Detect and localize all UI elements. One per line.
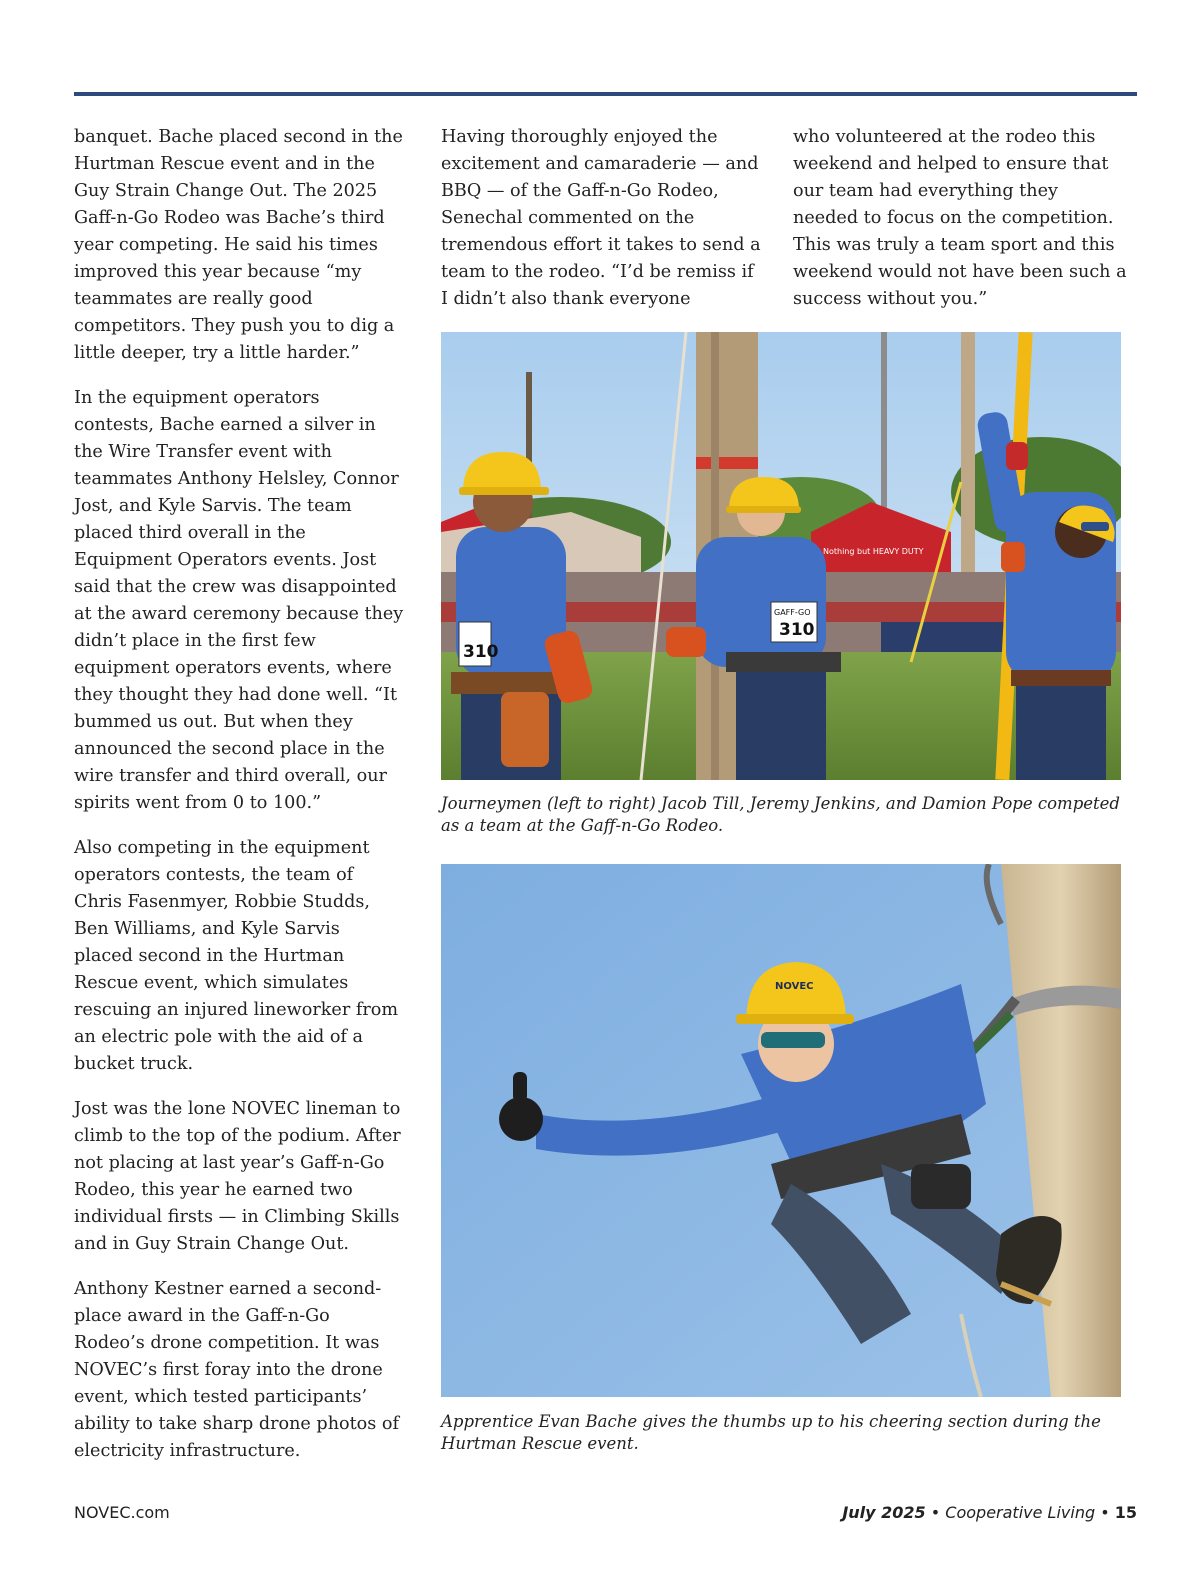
- footer-date: July 2025: [842, 1503, 926, 1522]
- photo-caption-2: Apprentice Evan Bache gives the thumbs up to his cheering section during the Hurtman Rescue event.: [441, 1412, 1101, 1453]
- hat-logo-text: NOVEC: [775, 981, 814, 992]
- photo-caption-1: Journeymen (left to right) Jacob Till, Jeremy Jenkins, and Damion Pope competed as a team at the Gaff-n-Go Rodeo.: [441, 794, 1120, 835]
- footer-separator: •: [925, 1503, 946, 1522]
- paragraph: Anthony Kestner earned a second-place award in the Gaff-n-Go Rodeo’s drone competition. It was NOVEC’s first foray into the drone event, which tested participants’ ability to take sharp drone photos of electricity infrastructure.: [74, 1279, 400, 1461]
- article-column-3: [793, 124, 1128, 331]
- thumbs-up-hand: [499, 1097, 543, 1141]
- pole-red-band: [696, 457, 758, 469]
- photo-journeymen: [441, 332, 1121, 780]
- paragraph: Also competing in the equipment operators contests, the team of Chris Fasenmyer, Robbie Studds, Ben Williams, and Kyle Sarvis placed second in the Hurtman Rescue event, which simulates rescuing an injured lineworker from an electric pole with the aid of a bucket truck.: [74, 838, 399, 1074]
- paragraph: who volunteered at the rodeo this weekend and helped to ensure that our team had everything they needed to focus on the competition. This was truly a team sport and this weekend would not have been such a success without you.”: [793, 127, 1127, 309]
- footer-separator: •: [1095, 1503, 1115, 1522]
- footer-website: NOVEC.com: [74, 1503, 170, 1522]
- bib-number: 310: [779, 620, 815, 640]
- sunglasses: [761, 1032, 825, 1048]
- footer-page-info: [842, 1503, 1137, 1522]
- header-rule: [74, 92, 1137, 96]
- paragraph: Having thoroughly enjoyed the excitement and camaraderie — and BBQ — of the Gaff-n-Go Rodeo, Senechal commented on the tremendous effort it takes to send a team to the rodeo. “I’d be remiss if I didn’t also thank everyone: [441, 127, 761, 309]
- article-column-2: [441, 124, 761, 331]
- photo-apprentice: [441, 864, 1121, 1397]
- bib-label: GAFF-GO: [774, 608, 811, 617]
- article-column-1: [74, 124, 404, 1483]
- paragraph: In the equipment operators contests, Bache earned a silver in the Wire Transfer event with teammates Anthony Helsley, Connor Jost, and Kyle Sarvis. The team placed third overall in the Equipment Operators events. Jost said that the crew was disappointed at the award ceremony because they didn’t place in the first few equipment operators events, where they thought they had done well. “It bummed us out. But when they announced the second place in the wire transfer and third overall, our spirits went from 0 to 100.”: [74, 388, 404, 813]
- page-number: 15: [1114, 1503, 1137, 1522]
- footer-publication: Cooperative Living: [945, 1503, 1096, 1522]
- bib-number: 310: [463, 642, 499, 662]
- paragraph: banquet. Bache placed second in the Hurtman Rescue event and in the Guy Strain Change Out. The 2025 Gaff-n-Go Rodeo was Bache’s third year competing. He said his times improved this year because “my teammates are really good competitors. They push you to dig a little deeper, try a little harder.”: [74, 127, 403, 363]
- tent-banner-text: Nothing but HEAVY DUTY: [823, 547, 924, 556]
- paragraph: Jost was the lone NOVEC lineman to climb to the top of the podium. After not placing at last year’s Gaff-n-Go Rodeo, this year he earned two individual firsts — in Climbing Skills and in Guy Strain Change Out.: [74, 1099, 401, 1254]
